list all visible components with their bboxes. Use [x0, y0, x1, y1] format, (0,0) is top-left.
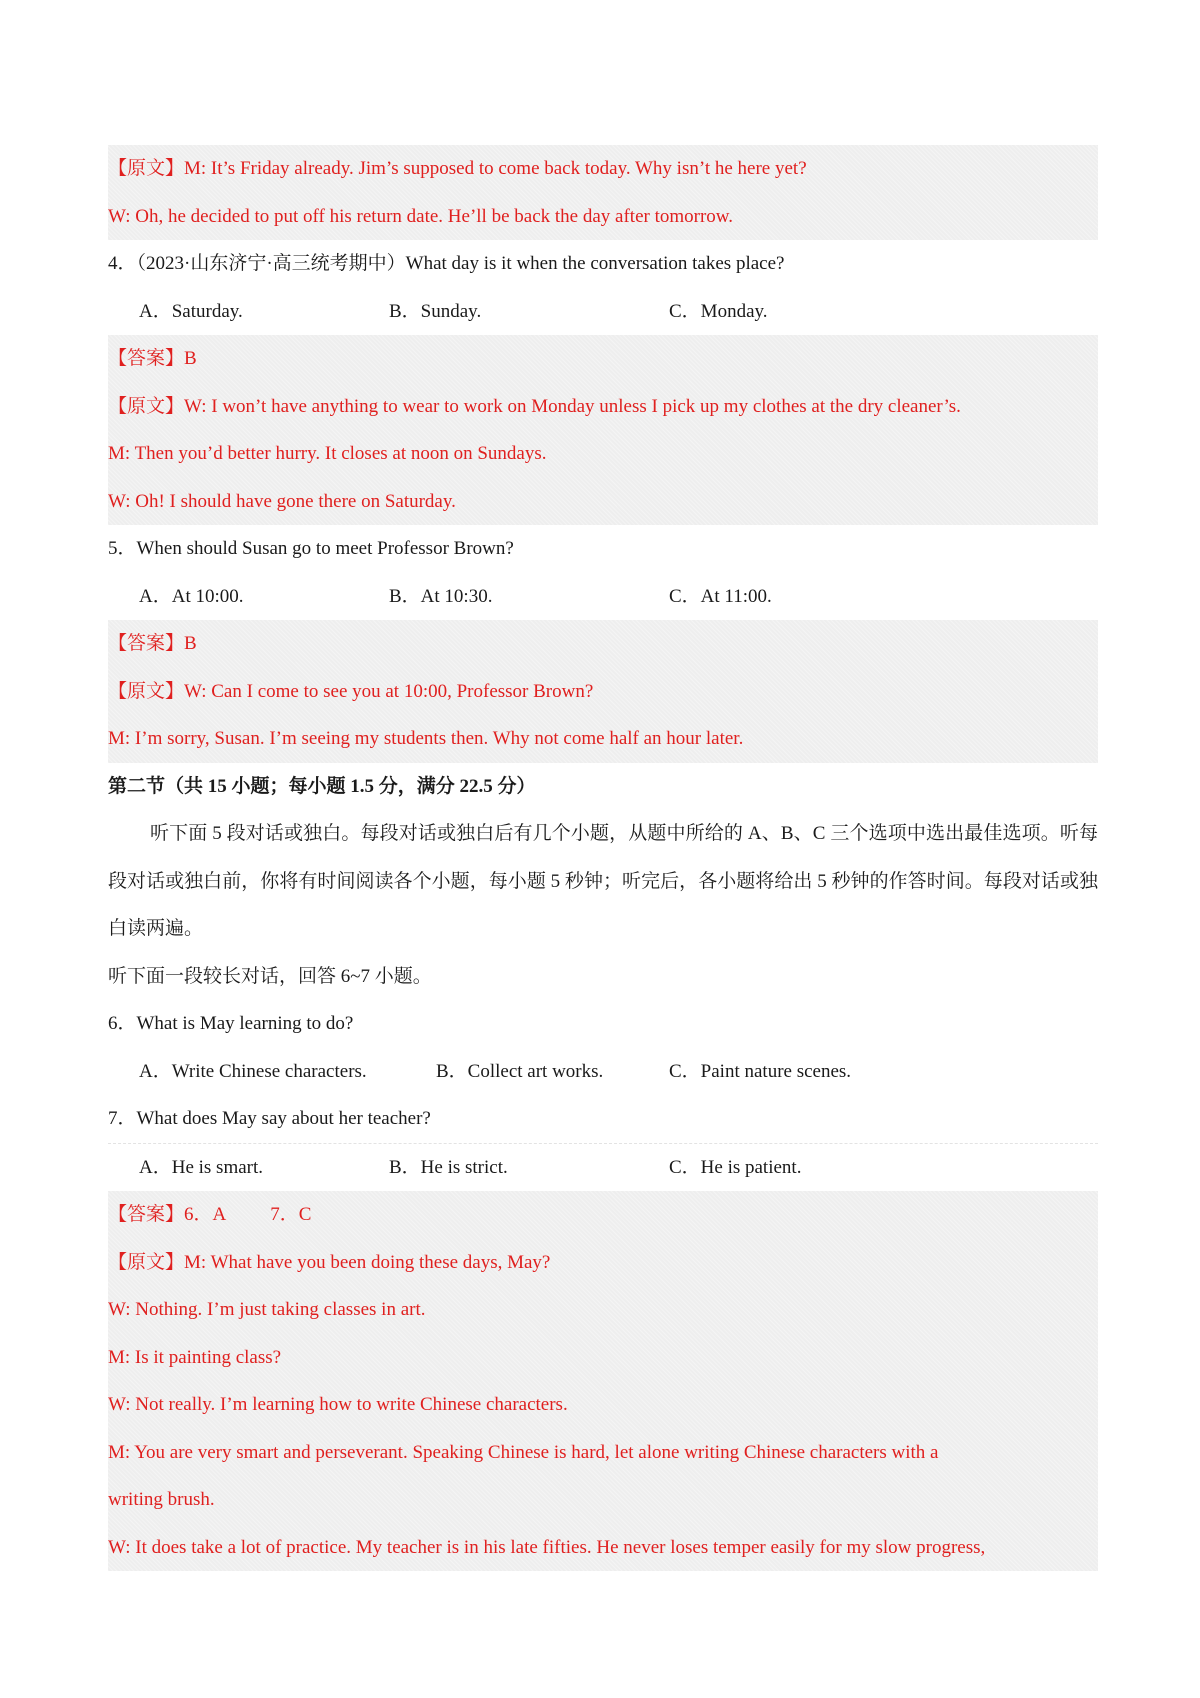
- answer-7: 7．C: [270, 1204, 312, 1225]
- question-4: 4．（2023·山东济宁·高三统考期中）What day is it when the conversation takes place?: [108, 253, 785, 274]
- question-4-options: [108, 288, 1098, 336]
- transcript-line: W: Not really. I’m learning how to write Chinese characters.: [108, 1394, 568, 1415]
- option-c: C．Paint nature scenes.: [669, 1060, 852, 1082]
- option-c: C．He is patient.: [669, 1156, 802, 1178]
- transcript-line: W: Nothing. I’m just taking classes in art.: [108, 1299, 426, 1320]
- section-heading: 第二节（共 15 小题；每小题 1.5 分，满分 22.5 分）: [108, 775, 536, 797]
- option-c: C．Monday.: [669, 300, 768, 322]
- section-intro: 听下面一段较长对话，回答 6~7 小题。: [108, 965, 432, 987]
- option-b: B．Sunday.: [389, 300, 482, 322]
- question-6: 6．What is May learning to do?: [108, 1013, 354, 1034]
- option-b: B．Collect art works.: [436, 1060, 604, 1082]
- question-5: 5．When should Susan go to meet Professor Brown?: [108, 538, 514, 559]
- option-b: B．At 10:30.: [389, 585, 493, 607]
- question-7: 7．What does May say about her teacher?: [108, 1108, 431, 1129]
- transcript-line: W: Oh, he decided to put off his return date. He’ll be back the day after tomorrow.: [108, 205, 734, 227]
- option-a: A．He is smart.: [139, 1156, 264, 1178]
- transcript-line: 【原文】W: Can I come to see you at 10:00, Professor Brown?: [108, 680, 594, 702]
- option-a: A．At 10:00.: [139, 585, 244, 607]
- answer-line: 【答案】B: [108, 348, 197, 369]
- option-c: C．At 11:00.: [669, 585, 772, 607]
- transcript-line: writing brush.: [108, 1489, 215, 1510]
- transcript-line: W: It does take a lot of practice. My teacher is in his late fifties. He never loses temper easily for my slow progress,: [108, 1536, 986, 1558]
- option-b: B．He is strict.: [389, 1156, 508, 1178]
- transcript-line: 【原文】M: It’s Friday already. Jim’s supposed to come back today. Why isn’t he here yet?: [108, 158, 807, 179]
- question-7-options: [108, 1143, 1098, 1192]
- transcript-line: 【原文】W: I won’t have anything to wear to work on Monday unless I pick up my clothes at the dry cleaner’s.: [108, 395, 961, 417]
- answer-line: [108, 1191, 1098, 1239]
- document-content: [108, 145, 1098, 1571]
- q3-transcript-block: [108, 145, 1098, 240]
- q6-7-answer-block: [108, 1191, 1098, 1571]
- section-instructions: 听下面 5 段对话或独白。每段对话或独白后有几个小题，从题中所给的 A、B、C 三个选项中选出最佳选项。听每段对话或独白前，你将有时间阅读各个小题，每小题 5 秒钟；听完后，各小题将给出 5 秒钟的作答时间。每段对话或独白读两遍。: [108, 823, 1098, 939]
- question-6-options: [108, 1048, 1098, 1096]
- question-5-options: [108, 573, 1098, 621]
- transcript-line: M: Is it painting class?: [108, 1346, 282, 1368]
- answer-line: 【答案】B: [108, 633, 197, 654]
- transcript-line: M: You are very smart and perseverant. Speaking Chinese is hard, let alone writing Chinese characters with a: [108, 1441, 939, 1463]
- q4-answer-block: [108, 335, 1098, 525]
- q5-answer-block: [108, 620, 1098, 763]
- transcript-line: W: Oh! I should have gone there on Saturday.: [108, 490, 456, 512]
- transcript-line: M: I’m sorry, Susan. I’m seeing my students then. Why not come half an hour later.: [108, 728, 744, 749]
- transcript-line: 【原文】M: What have you been doing these days, May?: [108, 1251, 551, 1273]
- answer-6: 【答案】6．A: [108, 1204, 227, 1225]
- transcript-line: M: Then you’d better hurry. It closes at noon on Sundays.: [108, 443, 547, 464]
- option-a: A．Saturday.: [139, 300, 243, 322]
- option-a: A．Write Chinese characters.: [139, 1060, 367, 1082]
